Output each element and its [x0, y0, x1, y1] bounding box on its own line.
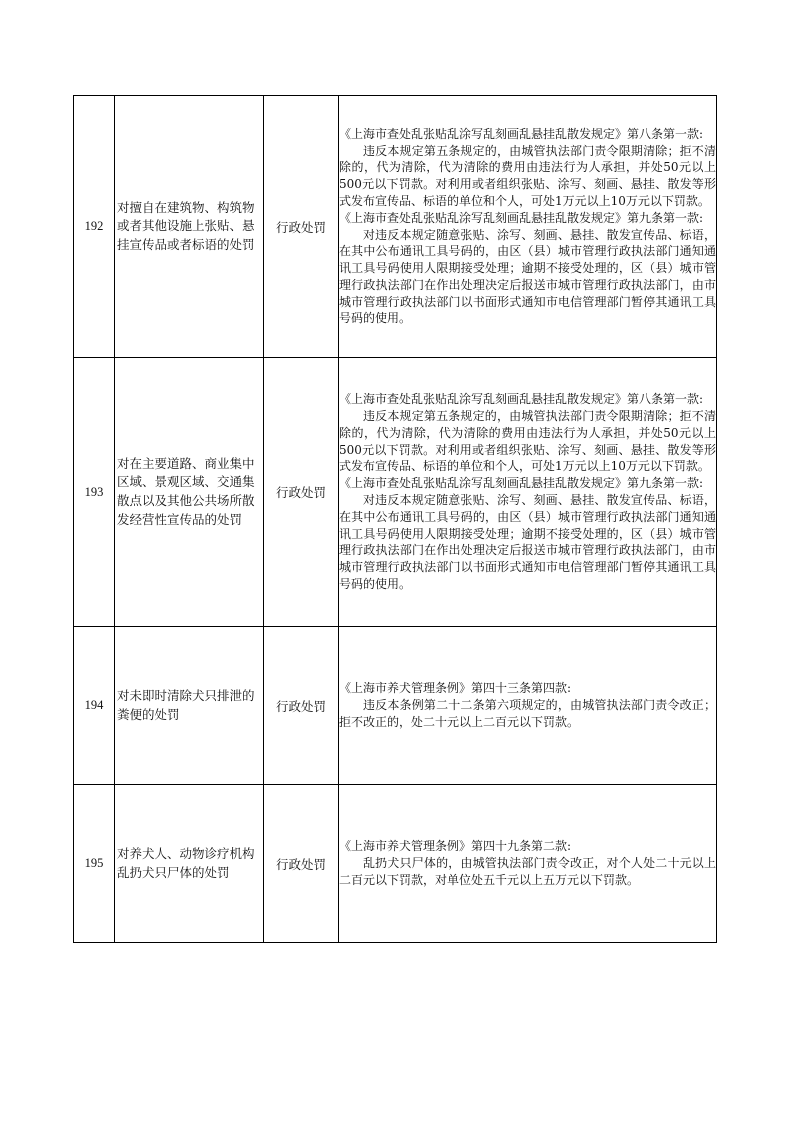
legal-basis: [339, 96, 717, 358]
penalty-type: 行政处罚: [264, 785, 339, 943]
table-row: [74, 96, 717, 358]
table-row: [74, 627, 717, 785]
basis-citation: 《上海市查处乱张贴乱涂写乱刻画乱悬挂乱散发规定》第九条第一款:: [339, 210, 704, 225]
table-row: [74, 358, 717, 627]
penalty-item: 对在主要道路、商业集中区域、景观区域、交通集散点以及其他公共场所散发经营性宣传品的处罚: [117, 455, 255, 527]
basis-clause: 违反本条例第二十二条第六项规定的，由城管执法部门责令改正；拒不改正的，处二十元以上二百元以下罚款。: [339, 698, 716, 729]
row-number: 193: [74, 358, 115, 627]
penalty-item: 对擅自在建筑物、构筑物或者其他设施上张贴、悬挂宣传品或者标语的处罚: [117, 199, 255, 252]
penalty-type: 行政处罚: [264, 358, 339, 627]
penalty-item: 对未即时清除犬只排泄的粪便的处罚: [117, 687, 255, 722]
basis-citation: 《上海市查处乱张贴乱涂写乱刻画乱悬挂乱散发规定》第九条第一款:: [339, 476, 704, 491]
table-row: [74, 785, 717, 943]
basis-clause: 违反本规定第五条规定的，由城管执法部门责令限期清除；拒不清除的，代为清除，代为清除的费用由违法行为人承担，并处50元以上500元以下罚款。对利用或者组织张贴、涂写、刻画、悬挂、散发等形式发布宣传品、标语的单位和个人，可处1万元以上10万元以下罚款。: [339, 143, 716, 208]
basis-citation: 《上海市养犬管理条例》第四十九条第二款:: [339, 839, 572, 854]
basis-citation: 《上海市养犬管理条例》第四十三条第四款:: [339, 681, 572, 696]
penalty-type: 行政处罚: [264, 627, 339, 785]
row-number: 194: [74, 627, 115, 785]
basis-citation: 《上海市查处乱张贴乱涂写乱刻画乱悬挂乱散发规定》第八条第一款:: [339, 126, 704, 141]
penalty-table: [73, 95, 717, 943]
basis-citation: 《上海市查处乱张贴乱涂写乱刻画乱悬挂乱散发规定》第八条第一款:: [339, 392, 704, 407]
penalty-type: 行政处罚: [264, 96, 339, 358]
basis-clause: 对违反本规定随意张贴、涂写、刻画、悬挂、散发宣传品、标语，在其中公布通讯工具号码的，由区（县）城市管理行政执法部门通知通讯工具号码使用人限期接受处理；逾期不接受处理的，区（县）城市管理行政执法部门在作出处理决定后报送市城市管理行政执法部门，由市城市管理行政执法部门以书面形式通知市电信管理部门暂停其通讯工具号码的使用。: [339, 227, 716, 326]
row-number: 192: [74, 96, 115, 358]
legal-basis: [339, 358, 717, 627]
penalty-item: 对养犬人、动物诊疗机构乱扔犬只尸体的处罚: [117, 845, 255, 880]
basis-clause: 违反本规定第五条规定的，由城管执法部门责令限期清除；拒不清除的，代为清除，代为清除的费用由违法行为人承担，并处50元以上500元以下罚款。对利用或者组织张贴、涂写、刻画、悬挂、散发等形式发布宣传品、标语的单位和个人，可处1万元以上10万元以下罚款。: [339, 409, 716, 474]
legal-basis: [339, 785, 717, 943]
legal-basis: [339, 627, 717, 785]
basis-clause: 乱扔犬只尸体的，由城管执法部门责令改正，对个人处二十元以上二百元以下罚款，对单位处五千元以上五万元以下罚款。: [339, 856, 716, 887]
row-number: 195: [74, 785, 115, 943]
basis-clause: 对违反本规定随意张贴、涂写、刻画、悬挂、散发宣传品、标语，在其中公布通讯工具号码的，由区（县）城市管理行政执法部门通知通讯工具号码使用人限期接受处理；逾期不接受处理的，区（县）城市管理行政执法部门在作出处理决定后报送市城市管理行政执法部门，由市城市管理行政执法部门以书面形式通知市电信管理部门暂停其通讯工具号码的使用。: [339, 493, 716, 591]
